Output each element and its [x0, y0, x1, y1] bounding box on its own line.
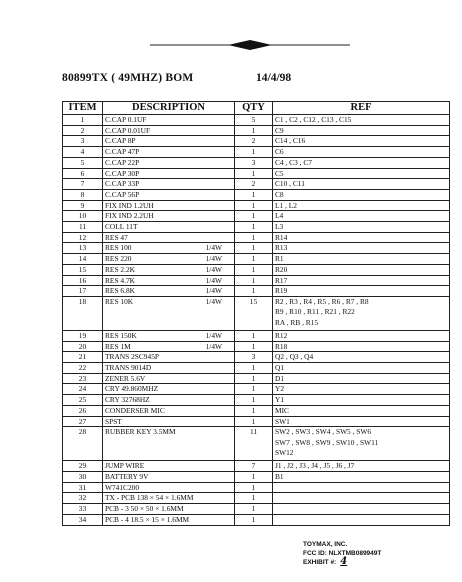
table-row [63, 363, 450, 374]
wattage-note: 1/4W [205, 286, 222, 296]
ref-designators: C1 , C2 , C12 , C13 , C15 [275, 115, 352, 124]
qty-cell: 1 [235, 373, 273, 384]
column-header-description: DESCRIPTION [103, 102, 235, 115]
qty-cell: 1 [235, 189, 273, 200]
description-text: C.CAP 33P [105, 179, 140, 189]
table-row [63, 115, 450, 126]
ref-designators: R1 [275, 254, 284, 264]
qty-cell: 1 [235, 232, 273, 243]
item-number-cell: 22 [63, 363, 103, 374]
item-number-cell: 4 [63, 147, 103, 158]
ref-cell [273, 395, 450, 406]
item-number-cell: 19 [63, 330, 103, 341]
qty-cell: 1 [235, 168, 273, 179]
description-cell [103, 286, 235, 297]
description-text: C.CAP 30P [105, 168, 140, 178]
wattage-note: 1/4W [205, 275, 222, 285]
table-row [63, 341, 450, 352]
item-number-cell: 27 [63, 416, 103, 427]
description-cell [103, 471, 235, 482]
ref-cell [273, 264, 450, 275]
bom-table [62, 101, 450, 526]
item-number-cell: 26 [63, 405, 103, 416]
description-text: C.CAP 56P [105, 189, 140, 199]
ref-cell [273, 352, 450, 363]
description-text: PCB - 3 50 × 50 × 1.6MM [105, 504, 184, 514]
description-cell [103, 296, 235, 330]
description-cell [103, 275, 235, 286]
table-row [63, 405, 450, 416]
item-number-cell: 11 [63, 222, 103, 233]
qty-cell: 1 [235, 264, 273, 275]
stamp-company: TOYMAX, INC. [303, 541, 348, 548]
description-cell [103, 514, 235, 525]
ref-cell [273, 427, 450, 461]
ref-cell [273, 115, 450, 126]
description-text: CONDERSER MIC [105, 405, 165, 415]
item-number-cell: 31 [63, 482, 103, 493]
ref-cell [273, 232, 450, 243]
wattage-note: 1/4W [205, 341, 222, 351]
description-text: CRY 32768HZ [105, 395, 150, 405]
description-text: RES 1M [105, 341, 131, 351]
ref-designators: C14 , C16 [275, 136, 306, 146]
qty-cell: 5 [235, 115, 273, 126]
ref-cell [273, 363, 450, 374]
description-cell [103, 482, 235, 493]
item-number-cell: 24 [63, 384, 103, 395]
description-text: W741C200 [105, 482, 140, 492]
table-row [63, 222, 450, 233]
ref-cell [273, 157, 450, 168]
description-cell [103, 211, 235, 222]
table-row [63, 416, 450, 427]
table-row [63, 286, 450, 297]
stamp-exhibit-line [303, 558, 381, 568]
description-cell [103, 115, 235, 126]
description-text: RES 100 [105, 243, 132, 253]
ref-designators: Y1 [275, 395, 285, 405]
ref-designators: R2 , R3 , R4 , R5 , R6 , R7 , R8 [275, 296, 369, 306]
ref-cell [273, 482, 450, 493]
item-number-cell: 7 [63, 179, 103, 190]
description-text: COLL 11T [105, 222, 138, 232]
table-row [63, 493, 450, 504]
item-number-cell: 18 [63, 296, 103, 330]
ref-designators: J1 , J2 , J3 , J4 , J5 , J6 , J7 [275, 461, 355, 471]
description-cell [103, 147, 235, 158]
item-number-cell: 16 [63, 275, 103, 286]
ref-cell [273, 275, 450, 286]
description-text: ZENER 5.6V [105, 373, 146, 383]
ref-cell [273, 504, 450, 515]
item-number-cell: 32 [63, 493, 103, 504]
table-row [63, 482, 450, 493]
qty-cell: 1 [235, 363, 273, 374]
ref-designators: R14 [275, 232, 288, 242]
description-cell [103, 168, 235, 179]
ref-cell [273, 471, 450, 482]
document-date: 14/4/98 [256, 72, 292, 84]
description-text: C.CAP 22P [105, 157, 140, 167]
table-row [63, 211, 450, 222]
description-cell [103, 461, 235, 472]
description-cell [103, 395, 235, 406]
column-header-qty: QTY [235, 102, 273, 115]
table-row [63, 254, 450, 265]
wattage-note: 1/4W [205, 330, 222, 340]
ref-designators: R18 [275, 341, 288, 351]
qty-cell: 1 [235, 147, 273, 158]
ref-designators: SW2 , SW3 , SW4 , SW5 , SW6 [275, 427, 372, 437]
ref-designators: C5 [275, 168, 284, 178]
table-row [63, 147, 450, 158]
ref-designators: SW1 [275, 416, 290, 426]
ref-cell [273, 286, 450, 297]
ref-cell [273, 341, 450, 352]
description-text: C.CAP 47P [105, 147, 140, 157]
ref-designators: L3 [275, 222, 284, 232]
ref-cell [273, 243, 450, 254]
table-row [63, 504, 450, 515]
description-text: RES 47 [105, 232, 128, 242]
ref-cell [273, 296, 450, 330]
item-number-cell: 25 [63, 395, 103, 406]
description-cell [103, 405, 235, 416]
description-text: RES 10K [105, 296, 134, 306]
stamp-exhibit-label: EXHIBIT #: [303, 559, 337, 566]
item-number-cell: 9 [63, 200, 103, 211]
qty-cell: 1 [235, 254, 273, 265]
table-row [63, 157, 450, 168]
qty-cell: 1 [235, 405, 273, 416]
item-number-cell: 14 [63, 254, 103, 265]
item-number-cell: 15 [63, 264, 103, 275]
item-number-cell: 13 [63, 243, 103, 254]
wattage-note: 1/4W [205, 264, 222, 274]
item-number-cell: 2 [63, 125, 103, 136]
description-cell [103, 384, 235, 395]
ref-cell [273, 384, 450, 395]
table-row [63, 232, 450, 243]
ref-cell [273, 200, 450, 211]
description-text: RES 4.7K [105, 275, 135, 285]
table-row [63, 168, 450, 179]
qty-cell: 1 [235, 514, 273, 525]
description-text: RES 6.8K [105, 286, 135, 296]
item-number-cell: 6 [63, 168, 103, 179]
ref-cell [273, 405, 450, 416]
description-text: RES 220 [105, 254, 132, 264]
table-row [63, 243, 450, 254]
table-row [63, 373, 450, 384]
ref-designators: SW12 [275, 448, 294, 458]
qty-cell: 3 [235, 157, 273, 168]
ref-designators: MIC [275, 405, 289, 415]
ref-designators: R13 [275, 243, 288, 253]
description-cell [103, 179, 235, 190]
description-text: FIX IND 1.2UH [105, 200, 154, 210]
ref-designators: RA , RB , R15 [275, 317, 319, 327]
ref-designators: R19 [275, 286, 288, 296]
item-number-cell: 12 [63, 232, 103, 243]
qty-cell: 2 [235, 179, 273, 190]
table-row [63, 264, 450, 275]
qty-cell: 7 [235, 461, 273, 472]
description-text: RUBBER KEY 3.5MM [105, 427, 176, 437]
item-number-cell: 1 [63, 115, 103, 126]
wattage-note: 1/4W [205, 254, 222, 264]
table-row [63, 395, 450, 406]
description-cell [103, 222, 235, 233]
qty-cell: 1 [235, 395, 273, 406]
qty-cell: 3 [235, 352, 273, 363]
table-row [63, 136, 450, 147]
qty-cell: 1 [235, 471, 273, 482]
ref-designators: D1 [275, 373, 285, 383]
qty-cell: 1 [235, 286, 273, 297]
ref-designators: R20 [275, 264, 288, 274]
stamp-fcc-id: FCC ID: NLXTMB089949T [303, 549, 382, 557]
description-cell [103, 136, 235, 147]
description-cell [103, 330, 235, 341]
document-title: 80899TX ( 49MHZ) BOM [62, 72, 194, 84]
ref-designators: C9 [275, 125, 284, 135]
table-row [63, 275, 450, 286]
ref-cell [273, 461, 450, 472]
ref-cell [273, 493, 450, 504]
ref-cell [273, 254, 450, 265]
description-text: C.CAP 0.01UF [105, 125, 151, 135]
qty-cell: 1 [235, 330, 273, 341]
fcc-exhibit-stamp [301, 541, 383, 568]
ref-designators: R17 [275, 275, 288, 285]
table-row [63, 179, 450, 190]
qty-cell: 1 [235, 222, 273, 233]
description-cell [103, 232, 235, 243]
description-cell [103, 493, 235, 504]
table-row [63, 200, 450, 211]
description-text: TRANS 9014D [105, 363, 152, 373]
item-number-cell: 5 [63, 157, 103, 168]
ref-cell [273, 330, 450, 341]
qty-cell: 1 [235, 341, 273, 352]
stamp-exhibit-number: 4 [340, 556, 348, 567]
item-number-cell: 28 [63, 427, 103, 461]
ref-cell [273, 514, 450, 525]
ref-designators: C4 , C3 , C7 [275, 157, 312, 167]
table-row [63, 296, 450, 330]
item-number-cell: 17 [63, 286, 103, 297]
description-text: C.CAP 8P [105, 136, 136, 146]
ref-cell [273, 222, 450, 233]
item-number-cell: 20 [63, 341, 103, 352]
description-cell [103, 243, 235, 254]
description-text: CRY 49.860MHZ [105, 384, 159, 394]
description-text: TX - PCB 138 × 54 × 1.6MM [105, 493, 194, 503]
wattage-note: 1/4W [205, 296, 222, 306]
description-cell [103, 373, 235, 384]
description-cell [103, 254, 235, 265]
description-cell [103, 352, 235, 363]
item-number-cell: 34 [63, 514, 103, 525]
item-number-cell: 29 [63, 461, 103, 472]
description-text: C.CAP 0.1UF [105, 115, 147, 124]
qty-cell: 1 [235, 482, 273, 493]
table-row [63, 514, 450, 525]
ref-designators: C8 [275, 189, 284, 199]
description-cell [103, 504, 235, 515]
ref-cell [273, 125, 450, 136]
ref-designators: R12 [275, 330, 288, 340]
ref-cell [273, 373, 450, 384]
ref-designators: Q1 [275, 363, 285, 373]
qty-cell: 11 [235, 427, 273, 461]
ref-designators: SW7 , SW8 , SW9 , SW10 , SW11 [275, 437, 379, 447]
description-text: RES 150K [105, 330, 137, 340]
item-number-cell: 33 [63, 504, 103, 515]
item-number-cell: 3 [63, 136, 103, 147]
qty-cell: 1 [235, 384, 273, 395]
ref-designators: B1 [275, 471, 284, 481]
description-text: FIX IND 2.2UH [105, 211, 154, 221]
description-text: PCB - 4 18.5 × 15 × 1.6MM [105, 514, 190, 524]
ref-cell [273, 136, 450, 147]
column-header-ref: REF [273, 102, 450, 115]
ref-cell [273, 179, 450, 190]
table-row [63, 125, 450, 136]
description-cell [103, 189, 235, 200]
item-number-cell: 21 [63, 352, 103, 363]
description-text: JUMP WIRE [105, 461, 145, 471]
qty-cell: 15 [235, 296, 273, 330]
item-number-cell: 30 [63, 471, 103, 482]
description-text: SPST [105, 416, 122, 426]
qty-cell: 1 [235, 211, 273, 222]
description-text: RES 2.2K [105, 264, 135, 274]
description-cell [103, 157, 235, 168]
ref-cell [273, 168, 450, 179]
ref-cell [273, 416, 450, 427]
qty-cell: 1 [235, 493, 273, 504]
qty-cell: 1 [235, 125, 273, 136]
ref-designators: C6 [275, 147, 284, 157]
description-cell [103, 200, 235, 211]
wattage-note: 1/4W [205, 243, 222, 253]
table-header-row [63, 102, 450, 115]
qty-cell: 1 [235, 504, 273, 515]
ref-designators: C10 , C11 [275, 179, 305, 189]
item-number-cell: 10 [63, 211, 103, 222]
qty-cell: 2 [235, 136, 273, 147]
qty-cell: 1 [235, 243, 273, 254]
item-number-cell: 8 [63, 189, 103, 200]
ref-designators: L4 [275, 211, 284, 221]
description-cell [103, 125, 235, 136]
ref-cell [273, 211, 450, 222]
table-row [63, 189, 450, 200]
ref-designators: R9 , R10 , R11 , R21 , R22 [275, 307, 355, 317]
item-number-cell: 23 [63, 373, 103, 384]
ref-designators: Q2 , Q3 , Q4 [275, 352, 314, 362]
ref-designators: Y2 [275, 384, 285, 394]
ref-designators: L1 , L2 [275, 200, 297, 210]
description-text: BATTERY 9V [105, 471, 149, 481]
header-ornament [150, 40, 350, 50]
qty-cell: 1 [235, 275, 273, 286]
description-cell [103, 363, 235, 374]
column-header-item: ITEM [63, 102, 103, 115]
table-row [63, 330, 450, 341]
table-row [63, 461, 450, 472]
description-text: TRANS 2SC945P [105, 352, 160, 362]
ref-cell [273, 189, 450, 200]
table-row [63, 384, 450, 395]
qty-cell: 1 [235, 200, 273, 211]
table-row [63, 471, 450, 482]
description-cell [103, 416, 235, 427]
table-row [63, 352, 450, 363]
ref-cell [273, 147, 450, 158]
table-row [63, 427, 450, 461]
qty-cell: 1 [235, 416, 273, 427]
description-cell [103, 427, 235, 461]
description-cell [103, 341, 235, 352]
description-cell [103, 264, 235, 275]
